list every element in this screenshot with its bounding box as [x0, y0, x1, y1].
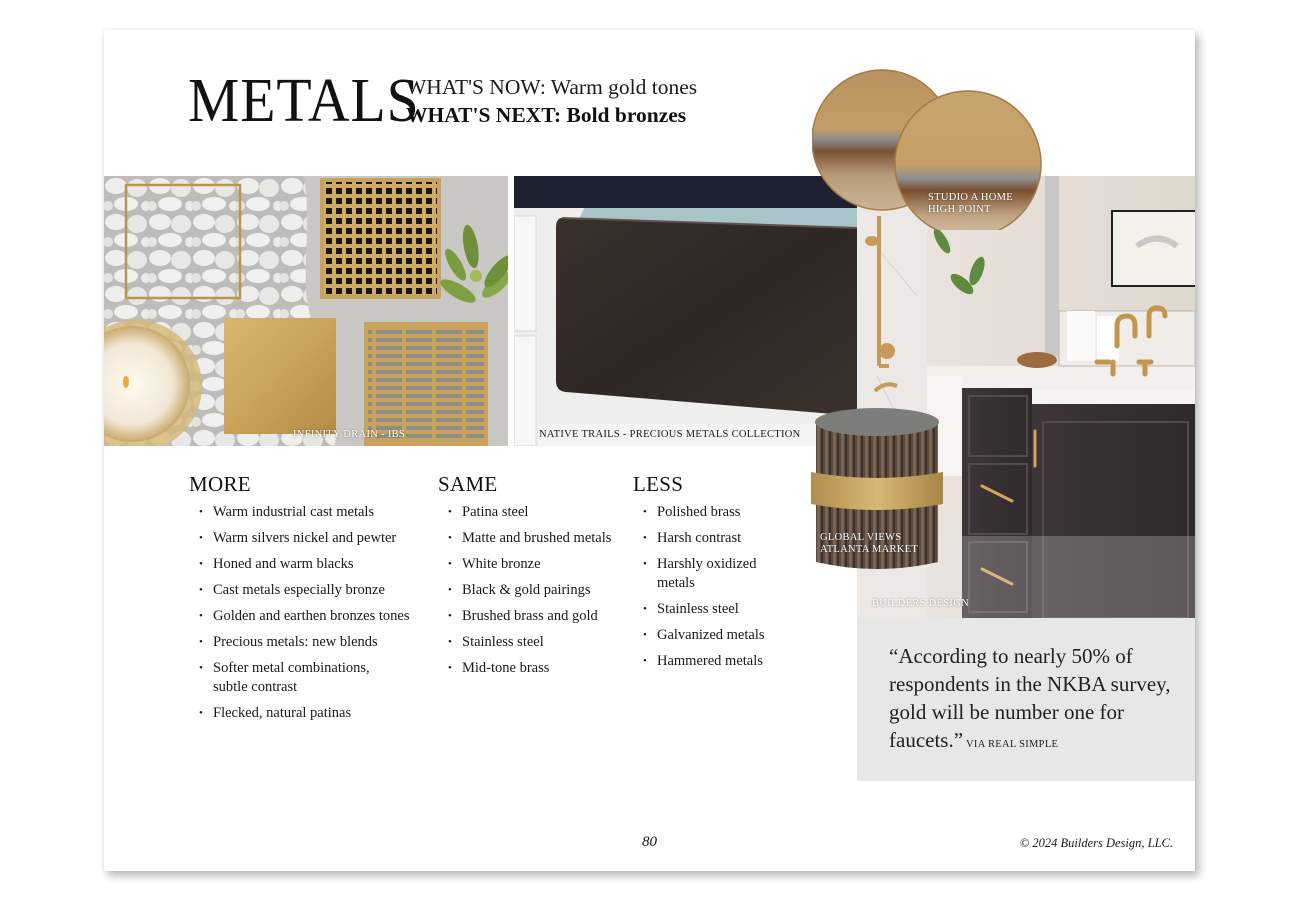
list-item: • Matte and brushed metals	[438, 529, 633, 548]
list-item: • Hammered metals	[633, 652, 793, 671]
list-less	[633, 474, 793, 678]
list-item: • Black & gold pairings	[438, 581, 633, 600]
quote-box	[857, 618, 1195, 781]
list-item: • Golden and earthen bronzes tones	[189, 607, 434, 626]
list-item: • Cast metals especially bronze	[189, 581, 434, 600]
list-same	[438, 474, 633, 685]
photo-infinity-drain	[104, 176, 508, 446]
list-more	[189, 474, 434, 730]
photo-global-views-stool	[808, 404, 946, 574]
whats-next-line: WHAT'S NEXT: Bold bronzes	[406, 103, 687, 127]
quote-body: “According to nearly 50% of respondents in the NKBA survey, gold will be number one for faucets.”	[889, 644, 1171, 752]
caption-native-trails: NATIVE TRAILS - PRECIOUS METALS COLLECTION	[539, 429, 801, 440]
list-item: • Mid-tone brass	[438, 659, 633, 678]
list-heading-less: LESS	[633, 472, 684, 496]
list-item: • Stainless steel	[633, 600, 793, 619]
photo-native-trails-sink	[514, 176, 858, 446]
quote-source: VIA REAL SIMPLE	[966, 739, 1059, 750]
sink-photo-illustration	[514, 176, 858, 446]
list-item: • Precious metals: new blends	[189, 633, 434, 652]
page-number: 80	[642, 834, 657, 850]
drain-photo-illustration	[104, 176, 508, 446]
caption-builders-design: BUILDERS DESIGN	[872, 598, 969, 609]
list-item: • White bronze	[438, 555, 633, 574]
caption-global-views: GLOBAL VIEWS ATLANTA MARKET	[820, 532, 919, 555]
caption-infinity-drain: INFINITY DRAIN - IBS	[293, 429, 406, 440]
copyright: © 2024 Builders Design, LLC.	[1019, 836, 1173, 850]
list-heading-same: SAME	[438, 472, 498, 496]
list-item: • Patina steel	[438, 503, 633, 522]
list-item: • Brushed brass and gold	[438, 607, 633, 626]
list-item: • Polished brass	[633, 503, 793, 522]
caption-studio-a-home: STUDIO A HOME HIGH POINT	[928, 192, 1013, 215]
whats-now-line: WHAT'S NOW: Warm gold tones	[406, 75, 698, 99]
photo-studio-a-home-plates	[812, 60, 1052, 230]
list-item: • Stainless steel	[438, 633, 633, 652]
list-item: • Warm silvers nickel and pewter	[189, 529, 434, 548]
list-item: • Harsh contrast	[633, 529, 793, 548]
list-item: • Galvanized metals	[633, 626, 793, 645]
list-item: • Softer metal combinations, subtle contrast	[189, 659, 379, 697]
list-item: • Honed and warm blacks	[189, 555, 434, 574]
page-title: METALS	[188, 67, 420, 135]
document-page	[104, 30, 1195, 871]
list-item: • Warm industrial cast metals	[189, 503, 434, 522]
list-item: • Flecked, natural patinas	[189, 704, 434, 723]
list-item: • Harshly oxidized metals	[633, 555, 763, 593]
list-heading-more: MORE	[189, 472, 251, 496]
quote-text	[889, 642, 1179, 759]
